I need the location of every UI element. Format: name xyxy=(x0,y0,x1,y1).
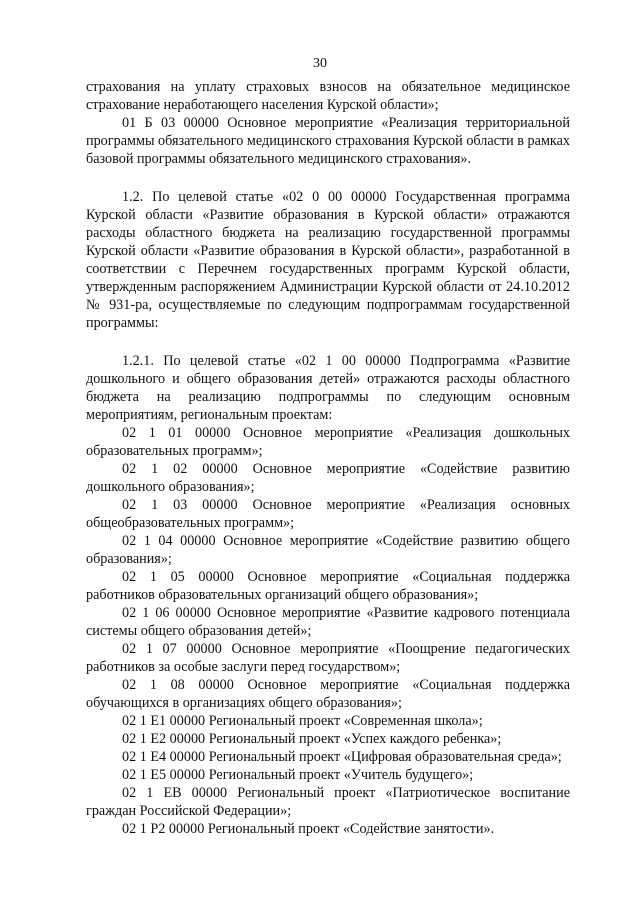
list-item: 02 1 P2 00000 Региональный проект «Содействие занятости». xyxy=(122,821,495,837)
list-item: 02 1 E1 00000 Региональный проект «Современная школа»; xyxy=(122,713,483,729)
list-item: 02 1 02 00000 Основное мероприятие «Содействие развитию дошкольного образования»; xyxy=(86,461,570,495)
list-item: 02 1 E5 00000 Региональный проект «Учитель будущего»; xyxy=(122,767,474,783)
list-item: 02 1 01 00000 Основное мероприятие «Реализация дошкольных образовательных программ»; xyxy=(86,425,570,459)
paragraph-item-01b03: 01 Б 03 00000 Основное мероприятие «Реализация территориальной программы обязательного медицинского страхования Курской области в рамках базовой программы обязательного медицинского страхования». xyxy=(86,115,570,167)
list-item: 02 1 E4 00000 Региональный проект «Цифровая образовательная среда»; xyxy=(122,749,562,765)
document-body xyxy=(86,52,570,838)
page-number: 30 xyxy=(313,56,327,71)
paragraph-section-1-2-1: 1.2.1. По целевой статье «02 1 00 00000 Подпрограмма «Развитие дошкольного и общего образования детей» отражаются расходы областного бюджета на реализацию подпрограммы по следующим основным мероприятиям, региональным проектам: xyxy=(86,353,570,423)
paragraph-continuation: страхования на уплату страховых взносов на обязательное медицинское страхование неработающего населения Курской области»; xyxy=(86,79,570,113)
list-item: 02 1 06 00000 Основное мероприятие «Развитие кадрового потенциала системы общего образования детей»; xyxy=(86,605,570,639)
list-item: 02 1 E2 00000 Региональный проект «Успех каждого ребенка»; xyxy=(122,731,502,747)
list-item: 02 1 07 00000 Основное мероприятие «Поощрение педагогических работников за особые заслуги перед государством»; xyxy=(86,641,570,675)
list-item: 02 1 04 00000 Основное мероприятие «Содействие развитию общего образования»; xyxy=(86,533,570,567)
list-item: 02 1 08 00000 Основное мероприятие «Социальная поддержка обучающихся в организациях общего образования»; xyxy=(86,677,570,711)
list-item: 02 1 05 00000 Основное мероприятие «Социальная поддержка работников образовательных организаций общего образования»; xyxy=(86,569,570,603)
paragraph-section-1-2: 1.2. По целевой статье «02 0 00 00000 Государственная программа Курской области «Развитие образования в Курской области» отражаются расходы областного бюджета на реализацию государственной программы Курской области «Развитие образования в Курской области», разработанной в соответствии с Перечнем государственных программ Курской области, утвержденным распоряжением Администрации Курской области от 24.10.2012 № 931-ра, осуществляемые по следующим подпрограммам государственной программы: xyxy=(86,189,570,331)
list-item: 02 1 03 00000 Основное мероприятие «Реализация основных общеобразовательных программ»; xyxy=(86,497,570,531)
list-item: 02 1 EB 00000 Региональный проект «Патриотическое воспитание граждан Российской Федерации»; xyxy=(86,785,570,819)
